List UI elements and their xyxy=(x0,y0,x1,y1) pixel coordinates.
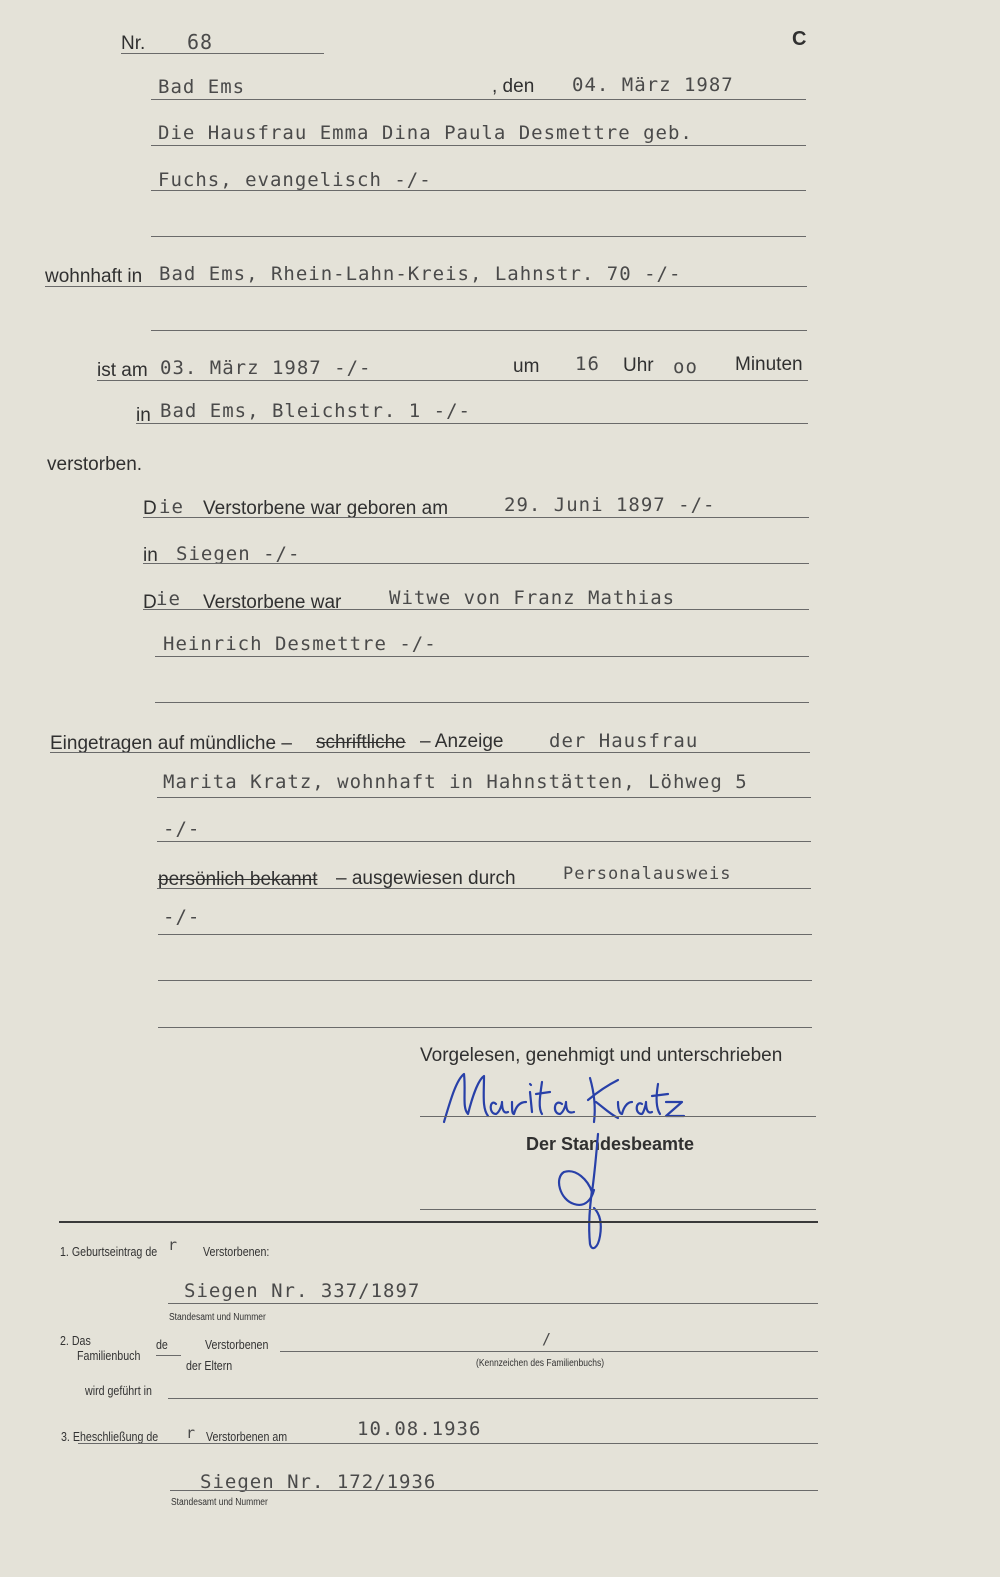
minuten-label: Minuten xyxy=(735,354,803,375)
marital-line2: Heinrich Desmettre -/- xyxy=(163,633,437,655)
item3-date: 10.08.1936 xyxy=(357,1418,482,1440)
kennzeichen-label: (Kennzeichen des Familienbuchs) xyxy=(476,1358,605,1369)
nr-label: Nr. xyxy=(121,33,146,54)
item2-eltern: der Eltern xyxy=(186,1358,233,1373)
item1-label: 1. Geburtseintrag de xyxy=(60,1244,158,1259)
minutes-value: oo xyxy=(673,356,698,378)
item2-familienbuch: Familienbuch xyxy=(77,1348,141,1363)
die-ie-typed-2: ie xyxy=(156,588,181,610)
death-date-underline xyxy=(97,380,808,381)
date-underline xyxy=(151,99,806,100)
wird-gefuehrt-label: wird geführt in xyxy=(85,1383,152,1398)
declarant-line2-underline xyxy=(151,190,806,191)
footer-divider xyxy=(59,1221,818,1223)
item2-underline xyxy=(280,1351,818,1352)
nr-value: 68 xyxy=(187,30,214,54)
informant-signature xyxy=(438,1062,688,1132)
declarant-line1: Die Hausfrau Emma Dina Paula Desmettre geb. xyxy=(158,122,693,144)
den-label: , den xyxy=(492,76,535,97)
marital-line2-underline xyxy=(155,656,809,657)
standesamt-label-1: Standesamt und Nummer xyxy=(169,1312,266,1323)
eingetragen-label: Eingetragen auf mündliche – xyxy=(50,733,292,754)
in-label: in xyxy=(136,405,151,426)
informant-line3: -/- xyxy=(163,818,201,840)
item3-r: r xyxy=(186,1424,197,1442)
informant-line3-underline xyxy=(157,841,811,842)
item3-value: Siegen Nr. 172/1936 xyxy=(200,1471,437,1493)
schriftliche-struck: schriftliche xyxy=(316,732,406,753)
blank-line-5 xyxy=(158,1027,812,1028)
corner-letter: C xyxy=(792,28,807,50)
date-value: 04. März 1987 xyxy=(572,74,734,96)
um-label: um xyxy=(513,356,540,377)
id-underline xyxy=(157,888,811,889)
vorgelesen-label: Vorgelesen, genehmigt und unterschrieben xyxy=(420,1045,783,1066)
verstorben-label: verstorben. xyxy=(47,454,143,475)
informant-line1: der Hausfrau xyxy=(549,730,699,752)
birth-place-value: Siegen -/- xyxy=(176,543,301,565)
die-ie-typed: ie xyxy=(159,496,184,518)
item2-verstorbenen: Verstorbenen xyxy=(205,1337,269,1352)
item1-value: Siegen Nr. 337/1897 xyxy=(184,1280,421,1302)
wird-gefuehrt-underline xyxy=(168,1398,818,1399)
registrar-signature xyxy=(548,1128,618,1253)
anzeige-label: – Anzeige xyxy=(420,731,504,752)
birth-place-underline xyxy=(143,563,809,564)
marital-underline xyxy=(143,609,809,610)
residence-value: Bad Ems, Rhein-Lahn-Kreis, Lahnstr. 70 -/- xyxy=(159,263,682,285)
born-label: Verstorbene war geboren am xyxy=(203,498,449,519)
item2-de-underline xyxy=(156,1355,181,1356)
death-date-value: 03. März 1987 -/- xyxy=(160,357,372,379)
item2-de: de xyxy=(156,1337,168,1352)
item3-value-underline xyxy=(170,1490,818,1491)
wohnhaft-label: wohnhaft in xyxy=(45,266,143,287)
die-d-label: D xyxy=(143,498,157,519)
informant-line2-underline xyxy=(157,797,811,798)
nr-underline xyxy=(121,53,324,54)
declarant-line2: Fuchs, evangelisch -/- xyxy=(158,169,432,191)
signature-underline-2 xyxy=(420,1209,816,1210)
id-document-value: Personalausweis xyxy=(563,864,732,884)
birth-date-underline xyxy=(143,517,809,518)
marital-line1: Witwe von Franz Mathias xyxy=(389,587,676,609)
uhr-label: Uhr xyxy=(623,355,654,376)
death-place-value: Bad Ems, Bleichstr. 1 -/- xyxy=(160,400,471,422)
item1-r: r xyxy=(168,1236,179,1254)
blank-line-4 xyxy=(158,980,812,981)
item2-num: 2. Das xyxy=(60,1333,91,1348)
declarant-line1-underline xyxy=(151,145,806,146)
signature-underline-1 xyxy=(420,1116,816,1117)
marital-label: Verstorbene war xyxy=(203,592,342,613)
birth-date-value: 29. Juni 1897 -/- xyxy=(504,494,716,516)
item3-label: 3. Eheschließung de xyxy=(61,1429,159,1444)
id-line2: -/- xyxy=(163,906,201,928)
residence-underline xyxy=(45,286,807,287)
hour-value: 16 xyxy=(575,353,600,375)
ist-am-label: ist am xyxy=(97,360,148,381)
blank-line-1 xyxy=(151,236,806,237)
item1-underline xyxy=(168,1303,818,1304)
item1-label2: Verstorbenen: xyxy=(203,1244,270,1259)
place-value: Bad Ems xyxy=(158,76,246,98)
item3-label2: Verstorbenen am xyxy=(206,1429,288,1444)
standesamt-label-2: Standesamt und Nummer xyxy=(171,1497,268,1508)
die-d-label-2: D xyxy=(143,592,157,613)
standesbeamte-label: Der Standesbeamte xyxy=(526,1134,695,1154)
id-line2-underline xyxy=(158,934,812,935)
blank-line-2 xyxy=(151,330,807,331)
informant-line2: Marita Kratz, wohnhaft in Hahnstätten, Löhweg 5 xyxy=(163,771,748,793)
death-place-underline xyxy=(136,423,808,424)
in-label-2: in xyxy=(143,545,158,566)
item2-slash: / xyxy=(542,1330,553,1348)
item3-underline xyxy=(78,1443,818,1444)
persoenlich-struck: persönlich bekannt xyxy=(158,869,318,890)
blank-line-3 xyxy=(155,702,809,703)
eingetragen-underline xyxy=(50,752,810,753)
ausgewiesen-label: – ausgewiesen durch xyxy=(336,868,516,889)
